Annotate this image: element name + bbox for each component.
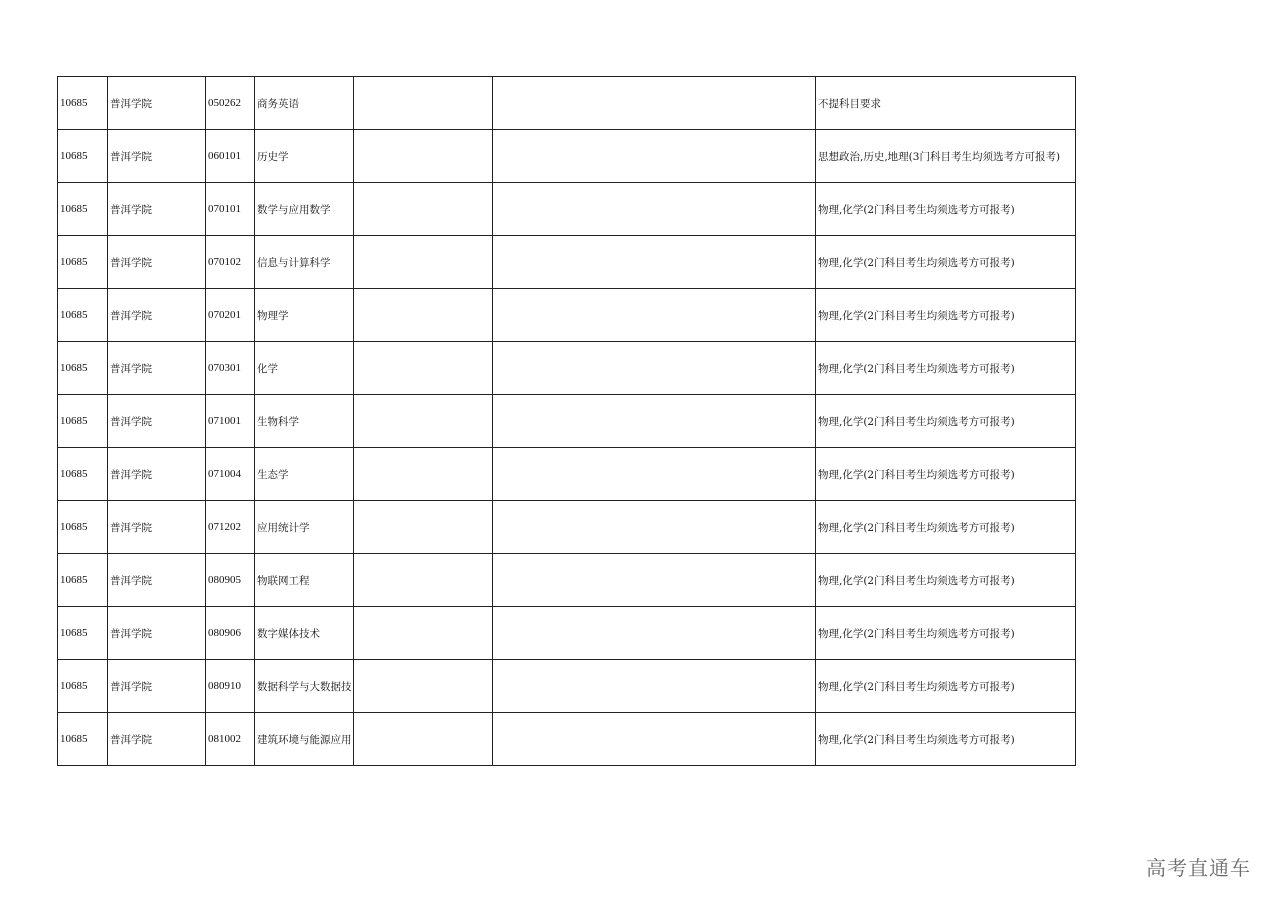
subject-requirement-cell: 物理,化学(2门科目考生均须选考方可报考)	[816, 236, 1076, 289]
empty-cell	[354, 395, 493, 448]
table-row	[58, 501, 1076, 554]
school-name-cell: 普洱学院	[108, 130, 206, 183]
empty-cell	[354, 713, 493, 766]
major-name-cell: 历史学	[255, 130, 354, 183]
major-code-cell: 071202	[206, 501, 255, 554]
empty-cell	[493, 448, 816, 501]
watermark-text: 高考直通车	[1146, 856, 1251, 880]
school-name-cell: 普洱学院	[108, 77, 206, 130]
school-name-cell: 普洱学院	[108, 713, 206, 766]
table-row	[58, 448, 1076, 501]
table-row	[58, 183, 1076, 236]
empty-cell	[493, 183, 816, 236]
major-code-cell: 071001	[206, 395, 255, 448]
major-name-cell: 化学	[255, 342, 354, 395]
empty-cell	[493, 713, 816, 766]
subject-requirement-cell: 物理,化学(2门科目考生均须选考方可报考)	[816, 660, 1076, 713]
subject-requirement-cell: 物理,化学(2门科目考生均须选考方可报考)	[816, 289, 1076, 342]
school-code-cell: 10685	[58, 501, 108, 554]
empty-cell	[354, 183, 493, 236]
school-name-cell: 普洱学院	[108, 554, 206, 607]
school-code-cell: 10685	[58, 77, 108, 130]
empty-cell	[493, 342, 816, 395]
table-row	[58, 607, 1076, 660]
empty-cell	[354, 554, 493, 607]
subject-requirement-cell: 物理,化学(2门科目考生均须选考方可报考)	[816, 713, 1076, 766]
empty-cell	[493, 289, 816, 342]
school-name-cell: 普洱学院	[108, 236, 206, 289]
major-name-cell: 数据科学与大数据技	[255, 660, 354, 713]
major-code-cell: 050262	[206, 77, 255, 130]
empty-cell	[354, 660, 493, 713]
major-name-cell: 数字媒体技术	[255, 607, 354, 660]
table-row	[58, 660, 1076, 713]
major-name-cell: 生物科学	[255, 395, 354, 448]
school-name-cell: 普洱学院	[108, 183, 206, 236]
major-code-cell: 070301	[206, 342, 255, 395]
school-code-cell: 10685	[58, 713, 108, 766]
empty-cell	[493, 130, 816, 183]
subject-requirement-cell: 物理,化学(2门科目考生均须选考方可报考)	[816, 501, 1076, 554]
empty-cell	[493, 554, 816, 607]
school-code-cell: 10685	[58, 607, 108, 660]
table-row	[58, 342, 1076, 395]
empty-cell	[493, 236, 816, 289]
empty-cell	[493, 77, 816, 130]
empty-cell	[354, 289, 493, 342]
table-row	[58, 395, 1076, 448]
school-code-cell: 10685	[58, 342, 108, 395]
empty-cell	[354, 607, 493, 660]
school-code-cell: 10685	[58, 289, 108, 342]
school-code-cell: 10685	[58, 448, 108, 501]
school-name-cell: 普洱学院	[108, 395, 206, 448]
school-code-cell: 10685	[58, 395, 108, 448]
empty-cell	[493, 501, 816, 554]
requirements-table	[57, 76, 1076, 766]
school-code-cell: 10685	[58, 236, 108, 289]
empty-cell	[354, 130, 493, 183]
school-name-cell: 普洱学院	[108, 607, 206, 660]
major-name-cell: 建筑环境与能源应用	[255, 713, 354, 766]
major-name-cell: 物理学	[255, 289, 354, 342]
empty-cell	[493, 607, 816, 660]
major-code-cell: 071004	[206, 448, 255, 501]
major-code-cell: 081002	[206, 713, 255, 766]
empty-cell	[354, 77, 493, 130]
empty-cell	[493, 660, 816, 713]
major-code-cell: 080905	[206, 554, 255, 607]
school-code-cell: 10685	[58, 660, 108, 713]
subject-requirement-cell: 物理,化学(2门科目考生均须选考方可报考)	[816, 554, 1076, 607]
empty-cell	[354, 236, 493, 289]
school-name-cell: 普洱学院	[108, 342, 206, 395]
major-code-cell: 070201	[206, 289, 255, 342]
major-code-cell: 080910	[206, 660, 255, 713]
major-name-cell: 信息与计算科学	[255, 236, 354, 289]
major-name-cell: 物联网工程	[255, 554, 354, 607]
school-code-cell: 10685	[58, 130, 108, 183]
major-name-cell: 商务英语	[255, 77, 354, 130]
school-name-cell: 普洱学院	[108, 660, 206, 713]
empty-cell	[493, 395, 816, 448]
major-name-cell: 生态学	[255, 448, 354, 501]
subject-requirement-cell: 物理,化学(2门科目考生均须选考方可报考)	[816, 448, 1076, 501]
school-code-cell: 10685	[58, 183, 108, 236]
table-row	[58, 554, 1076, 607]
empty-cell	[354, 501, 493, 554]
subject-requirement-cell: 思想政治,历史,地理(3门科目考生均须选考方可报考)	[816, 130, 1076, 183]
school-name-cell: 普洱学院	[108, 289, 206, 342]
subject-requirement-cell: 物理,化学(2门科目考生均须选考方可报考)	[816, 183, 1076, 236]
school-name-cell: 普洱学院	[108, 448, 206, 501]
table-body	[58, 77, 1076, 766]
subject-requirement-cell: 物理,化学(2门科目考生均须选考方可报考)	[816, 607, 1076, 660]
subject-requirement-cell: 不提科目要求	[816, 77, 1076, 130]
major-code-cell: 070101	[206, 183, 255, 236]
subject-requirement-cell: 物理,化学(2门科目考生均须选考方可报考)	[816, 342, 1076, 395]
subject-requirement-cell: 物理,化学(2门科目考生均须选考方可报考)	[816, 395, 1076, 448]
school-code-cell: 10685	[58, 554, 108, 607]
empty-cell	[354, 448, 493, 501]
table-row	[58, 77, 1076, 130]
table-row	[58, 130, 1076, 183]
table-row	[58, 289, 1076, 342]
major-name-cell: 应用统计学	[255, 501, 354, 554]
major-code-cell: 060101	[206, 130, 255, 183]
table-row	[58, 713, 1076, 766]
major-code-cell: 070102	[206, 236, 255, 289]
school-name-cell: 普洱学院	[108, 501, 206, 554]
empty-cell	[354, 342, 493, 395]
table-row	[58, 236, 1076, 289]
major-code-cell: 080906	[206, 607, 255, 660]
major-name-cell: 数学与应用数学	[255, 183, 354, 236]
